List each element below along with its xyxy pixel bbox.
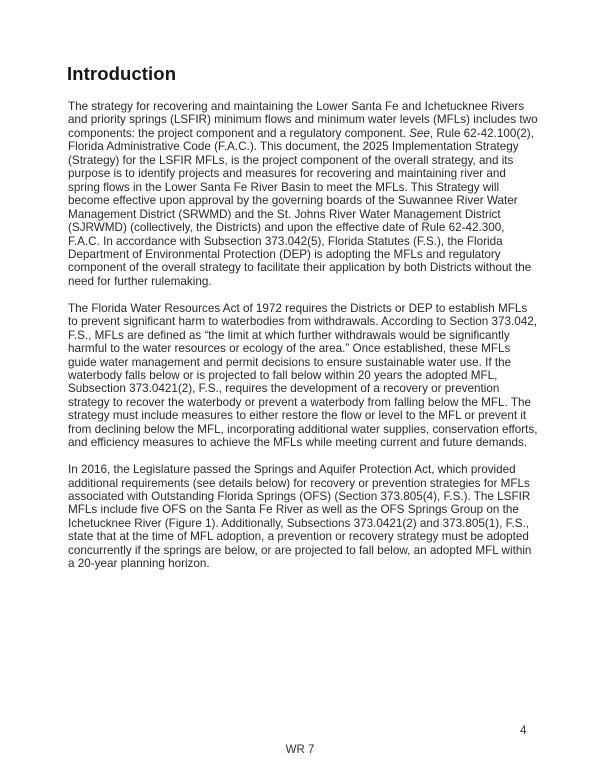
paragraph-2-text: The Florida Water Resources Act of 1972 requires the Districts or DEP to establish MFLs to prevent significant harm to waterbodies from withdrawals. According to Section 373.042, F.S., MFLs are defined as “the limit at which further withdrawals would be significantly harmful to the water resources or ecology of the area.” Once established, these MFLs guide water management and permit decisions to ensure sustainable water use. If the waterbody falls below or is projected to fall below within 20 years the adopted MFL, Subsection 373.0421(2), F.S., requires the development of a recovery or prevention strategy to recover the waterbody or prevent a waterbody from falling below the MFL. The strategy must include measures to either restore the flow or level to the MFL or prevent it from declining below the MFL, incorporating additional water supplies, conservation efforts, and efficiency measures to achieve the MFLs while meeting current and future demands. (68, 301, 538, 450)
paragraph-1-text-continued: , Rule 62-42.100(2), Florida Administrative Code (F.A.C.). This document, the 2025 Implementation Strategy (Strategy) for the LSFIR MFLs, is the project component of the overall strategy, and its purpose is to identify projects and measures for recovering and maintaining river and spring flows in the Lower Santa Fe River Basin to meet the MFLs. This Strategy will become effective upon approval by the governing boards of the Suwannee River Water Management District (SRWMD) and the St. Johns River Water Management District (SJRWMD) (collectively, the Districts) and upon the effective date of Rule 62-42.300, F.A.C. In accordance with Subsection 373.042(5), Florida Statutes (F.S.), the Florida Department of Environmental Protection (DEP) is adopting the MFLs and regulatory component of the overall strategy to facilitate their application by both Districts without the need for further rulemaking. (68, 126, 534, 288)
page-number: 4 (520, 725, 527, 737)
paragraph-1-text: The strategy for recovering and maintaining the Lower Santa Fe and Ichetucknee Rivers and priority springs (LSFIR) minimum flows and minimum water levels (MFLs) includes two components: the project component and a regulatory component. (68, 100, 538, 140)
paragraph-water-resources-act (68, 302, 538, 450)
see-citation-italic: See (409, 126, 430, 140)
paragraph-3-text: In 2016, the Legislature passed the Springs and Aquifer Protection Act, which provided additional requirements (see details below) for recovery or prevention strategies for MFLs associated with Outstanding Florida Springs (OFS) (Section 373.805(4), F.S.). The LSFIR MFLs include five OFS on the Santa Fe River as well as the OFS Springs Group on the Ichetucknee River (Figure 1). Additionally, Subsections 373.0421(2) and 373.805(1), F.S., state that at the time of MFL adoption, a prevention or recovery strategy must be adopted concurrently if the springs are below, or are projected to fall below, an adopted MFL within a 20-year planning horizon. (68, 463, 532, 571)
paragraph-springs-protection-act (68, 463, 538, 571)
document-body (68, 100, 538, 584)
page-title: Introduction (67, 63, 177, 84)
paragraph-strategy-overview (68, 100, 538, 288)
footer-doc-code: WR 7 (285, 744, 315, 756)
